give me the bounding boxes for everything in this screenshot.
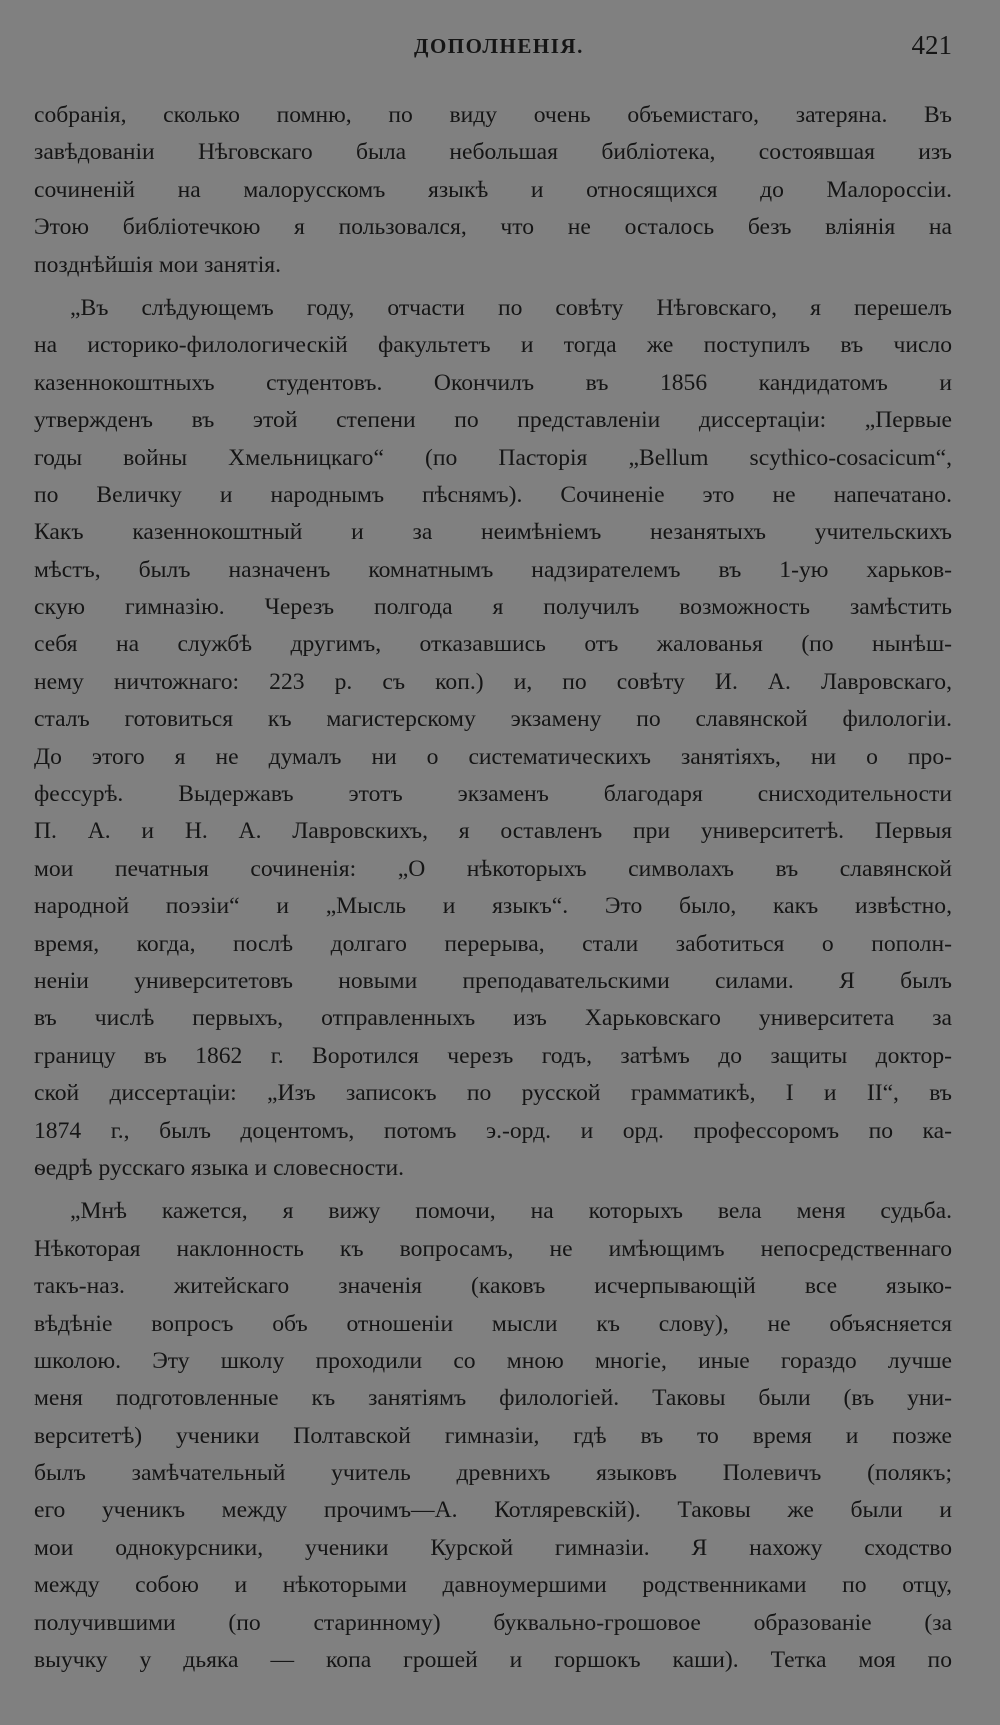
- text-line: школою. Эту школу проходили со мною многіе, иные гораздо лучше: [34, 1347, 952, 1374]
- text-line: народной поэзіи“ и „Мысль и языкъ“. Это было, какъ извѣстно,: [34, 893, 952, 920]
- text-line: завѣдованіи Нѣговскаго была небольшая библіотека, состоявшая изъ: [34, 139, 952, 166]
- text-line: мои однокурсники, ученики Курской гимназіи. Я нахожу сходство: [34, 1534, 952, 1561]
- text-line: „Въ слѣдующемъ году, отчасти по совѣту Нѣговскаго, я перешелъ: [70, 294, 952, 321]
- text-line: получившими (по старинному) буквально-грошовое образованіе (за: [34, 1609, 952, 1636]
- page-number: 421: [911, 30, 952, 60]
- page-header: [34, 30, 952, 66]
- text-line: Нѣкоторая наклонность къ вопросамъ, не имѣющимъ непосредственнаго: [34, 1235, 952, 1262]
- text-line: До этого я не думалъ ни о систематическихъ занятіяхъ, ни о про-: [34, 743, 952, 770]
- text-line: утвержденъ въ этой степени по представленіи диссертаціи: „Первые: [34, 407, 952, 434]
- text-line: границу въ 1862 г. Воротился черезъ годъ, затѣмъ до защиты доктор-: [34, 1042, 952, 1069]
- text-line: вѣдѣніе вопросъ объ отношеніи мысли къ слову), не объясняется: [34, 1310, 952, 1337]
- text-line: мѣстъ, былъ назначенъ комнатнымъ надзирателемъ въ 1-ую харьков-: [34, 556, 952, 583]
- text-line: сталъ готовиться къ магистерскому экзамену по славянской филологіи.: [34, 706, 952, 733]
- text-line: Этою библіотечкою я пользовался, что не осталось безъ вліянія на: [34, 214, 952, 241]
- text-line: его ученикъ между прочимъ—А. Котляревскій). Таковы же были и: [34, 1497, 952, 1524]
- text-line: время, когда, послѣ долгаго перерыва, стали заботиться о пополн-: [34, 930, 952, 957]
- text-line: сочиненій на малорусскомъ языкѣ и относящихся до Малороссіи.: [34, 176, 952, 203]
- text-line: по Величку и народнымъ пѣснямъ). Сочиненіе это не напечатано.: [34, 481, 952, 508]
- text-line: казеннокоштныхъ студентовъ. Окончилъ въ 1856 кандидатомъ и: [34, 369, 952, 396]
- text-line: П. А. и Н. А. Лавровскихъ, я оставленъ при университетѣ. Первыя: [34, 818, 952, 845]
- text-line: себя на службѣ другимъ, отказавшись отъ жалованья (по нынѣш-: [34, 631, 952, 658]
- text-line: фессурѣ. Выдержавъ этотъ экзаменъ благодаря снисходительности: [34, 781, 952, 808]
- text-line: былъ замѣчательный учитель древнихъ языковъ Полевичъ (полякъ;: [34, 1460, 952, 1487]
- text-line: позднѣйшія мои занятія.: [34, 251, 281, 278]
- text-line: въ числѣ первыхъ, отправленныхъ изъ Харьковскаго университета за: [34, 1005, 952, 1032]
- book-page: [34, 0, 952, 1725]
- text-line: скую гимназію. Черезъ полгода я получилъ возможность замѣстить: [34, 594, 952, 621]
- text-line: годы войны Хмельницкаго“ (по Пасторія „Bellum scythico-cosacicum“,: [34, 444, 952, 471]
- text-line: ской диссертаціи: „Изъ записокъ по русской грамматикѣ, I и II“, въ: [34, 1080, 952, 1107]
- text-line: между собою и нѣкоторыми давноумершими родственниками по отцу,: [34, 1572, 952, 1599]
- text-line: ѳедрѣ русскаго языка и словесности.: [34, 1154, 404, 1181]
- text-line: верситетѣ) ученики Полтавской гимназіи, гдѣ въ то время и позже: [34, 1422, 952, 1449]
- text-line: неніи университетовъ новыми преподавательскими силами. Я былъ: [34, 967, 952, 994]
- text-line: нему ничтожнаго: 223 р. съ коп.) и, по совѣту И. А. Лавровскаго,: [34, 668, 952, 695]
- body-text: [34, 97, 952, 1679]
- text-line: „Мнѣ кажется, я вижу помочи, на которыхъ вела меня судьба.: [70, 1198, 952, 1225]
- text-line: мои печатныя сочиненія: „О нѣкоторыхъ символахъ въ славянской: [34, 855, 952, 882]
- text-line: меня подготовленные къ занятіямъ филологіей. Таковы были (въ уни-: [34, 1385, 952, 1412]
- text-line: собранія, сколько помню, по виду очень объемистаго, затеряна. Въ: [34, 102, 952, 128]
- text-line: такъ-наз. житейскаго значенія (каковъ исчерпывающій все языко-: [34, 1273, 952, 1300]
- text-line: выучку у дьяка — копа грошей и горшокъ каши). Тетка моя по: [34, 1647, 952, 1674]
- text-line: Какъ казеннокоштный и за неимѣніемъ незанятыхъ учительскихъ: [34, 519, 952, 546]
- text-line: 1874 г., былъ доцентомъ, потомъ э.-орд. и орд. профессоромъ по ка-: [34, 1117, 952, 1144]
- running-head: ДОПОЛНЕНІЯ.: [414, 34, 584, 58]
- text-line: на историко-филологическій факультетъ и тогда же поступилъ въ число: [34, 332, 952, 359]
